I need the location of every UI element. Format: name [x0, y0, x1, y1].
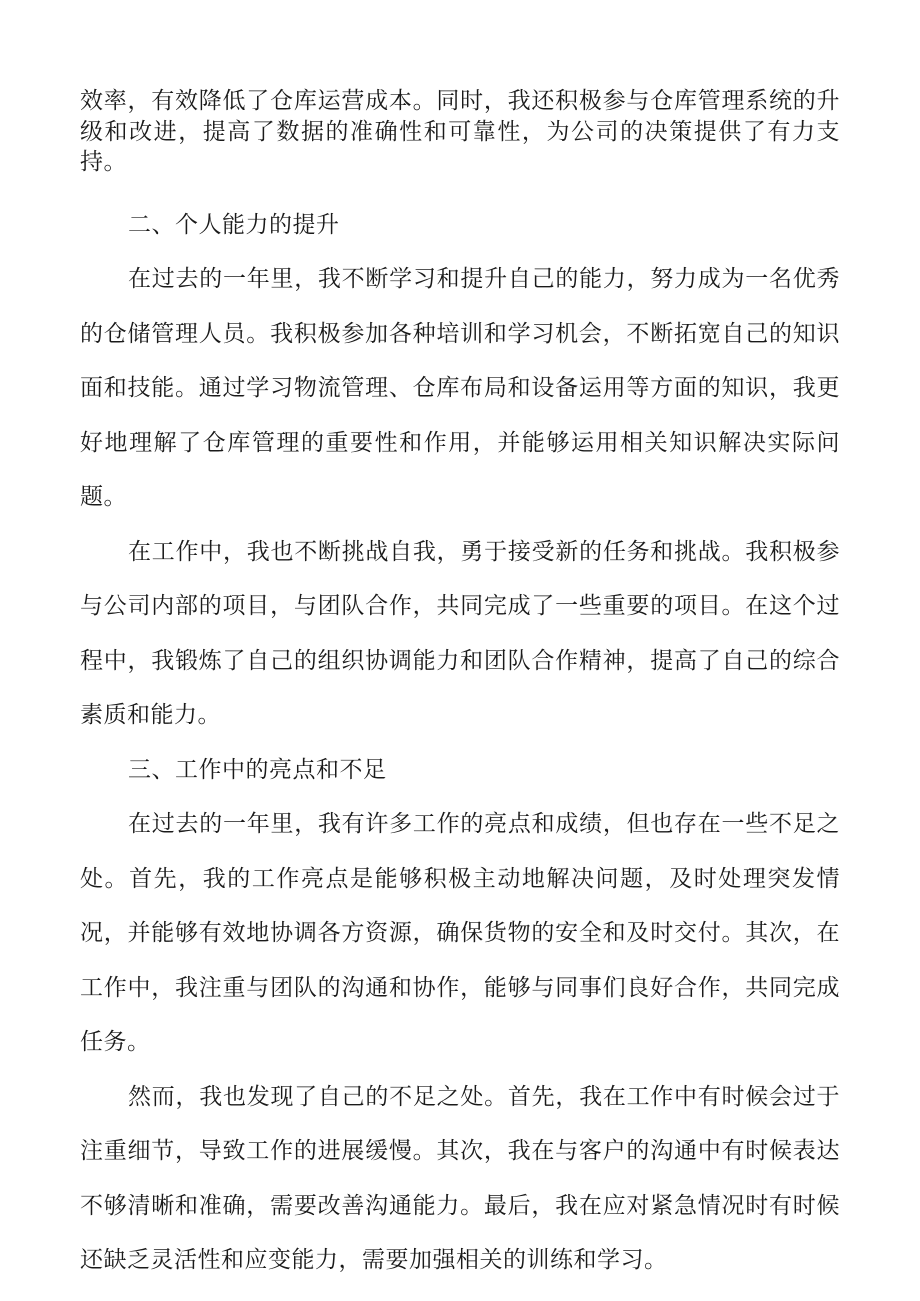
section-heading-ability: 二、个人能力的提升 [128, 211, 340, 238]
document-page [80, 86, 840, 1288]
paragraph-ability-2: 在工作中，我也不断挑战自我，勇于接受新的任务和挑战。我积极参与公司内部的项目，与团队合作，共同完成了一些重要的项目。在这个过程中，我锻炼了自己的组织协调能力和团队合作精神，提高了自己的综合素质和能力。 [80, 538, 840, 728]
paragraph-ability-1: 在过去的一年里，我不断学习和提升自己的能力，努力成为一名优秀的仓储管理人员。我积极参加各种培训和学习机会，不断拓宽自己的知识面和技能。通过学习物流管理、仓库布局和设备运用等方面的知识，我更好地理解了仓库管理的重要性和作用，并能够运用相关知识解决实际问题。 [80, 266, 840, 510]
section-heading-highlights: 三、工作中的亮点和不足 [128, 756, 387, 783]
paragraph-highlights-1: 在过去的一年里，我有许多工作的亮点和成绩，但也存在一些不足之处。首先，我的工作亮点是能够积极主动地解决问题，及时处理突发情况，并能够有效地协调各方资源，确保货物的安全和及时交付。其次，在工作中，我注重与团队的沟通和协作，能够与同事们良好合作，共同完成任务。 [80, 811, 840, 1055]
paragraph-highlights-2: 然而，我也发现了自己的不足之处。首先，我在工作中有时候会过于注重细节，导致工作的进展缓慢。其次，我在与客户的沟通中有时候表达不够清晰和准确，需要改善沟通能力。最后，我在应对紧急情况时有时候还缺乏灵活性和应变能力，需要加强相关的训练和学习。 [80, 1083, 840, 1273]
intro-paragraph: 效率，有效降低了仓库运营成本。同时，我还积极参与仓库管理系统的升级和改进，提高了数据的准确性和可靠性，为公司的决策提供了有力支持。 [80, 88, 840, 175]
